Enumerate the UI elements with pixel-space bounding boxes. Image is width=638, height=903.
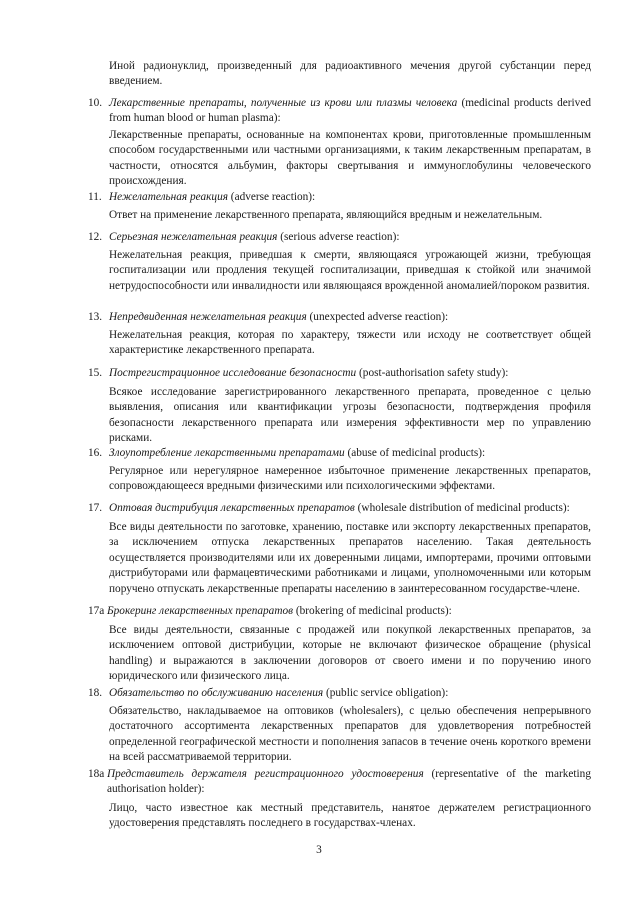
definition-heading-18 — [88, 686, 591, 701]
definition-body-12: Нежелательная реакция, приведшая к смерти, являющаяся угрожающей жизни, требующая госпитализации или продления текущей госпитализации, приведшая к стойкой или значимой нетрудоспособности или инвалидности или являющаяся врожденной аномалией/пороком развития. — [109, 249, 591, 292]
term-en: (serious adverse reaction): — [277, 231, 400, 243]
definition-heading-15 — [88, 366, 591, 381]
term-ru: Пострегистрационное исследование безопасности — [109, 367, 357, 379]
term-ru: Непредвиденная нежелательная реакция — [109, 311, 307, 323]
item-number: 10. — [88, 97, 103, 109]
term-ru: Нежелательная реакция — [109, 191, 228, 203]
item-number: 17. — [88, 502, 103, 514]
term-ru: Серьезная нежелательная реакция — [109, 231, 278, 243]
definition-body-13: Нежелательная реакция, которая по характеру, тяжести или исходу не соответствует общей характеристике лекарственного препарата. — [109, 329, 591, 357]
item-number: 12. — [88, 231, 103, 243]
definition-heading-17a — [88, 604, 591, 619]
term-en: (public service obligation): — [323, 687, 449, 699]
item-number: 16. — [88, 447, 103, 459]
page-number: 3 — [316, 844, 322, 856]
definition-body-15: Всякое исследование зарегистрированного лекарственного препарата, проведенное с целью выявления, описания или квантификации угрозы безопасности, подтверждения профиля безопасности лекарственного препарата или измерения эффективности мер по управлению рисками. — [109, 386, 591, 445]
definition-body-18a: Лицо, часто известное как местный представитель, нанятое держателем регистрационного удостоверения представлять последнего в государствах-членах. — [109, 802, 591, 830]
definition-heading-17 — [88, 501, 591, 516]
term-ru: Брокеринг лекарственных препаратов — [107, 605, 294, 617]
item-number: 13. — [88, 311, 103, 323]
intro-paragraph: Иной радионуклид, произведенный для радиоактивного мечения другой субстанции перед введением. — [109, 60, 591, 88]
term-en: (medicinal products derived from human blood or human plasma): — [109, 97, 591, 125]
item-number: 18a — [88, 768, 105, 780]
definition-heading-16 — [88, 446, 591, 461]
definition-body-17: Все виды деятельности по заготовке, хранению, поставке или экспорту лекарственных препаратов, за исключением отпуска лекарственных препаратов населению. Такая деятельность осуществляется производителями или их доверенными лицами, импортерами, прочими оптовыми дистрибуторами или фармацевтическими работниками и лицами, уполномоченными или которым поручено отпускать лекарственные препараты населению в заинтересованном государстве-члене. — [109, 521, 591, 595]
definition-heading-18a — [88, 767, 591, 798]
item-number: 15. — [88, 367, 103, 379]
item-number: 11. — [88, 191, 102, 203]
definition-heading-11 — [88, 190, 591, 205]
term-ru: Обязательство по обслуживанию населения — [109, 687, 324, 699]
term-ru: Лекарственные препараты, полученные из крови или плазмы человека — [109, 97, 458, 109]
definition-heading-13 — [88, 310, 591, 325]
term-en: (unexpected adverse reaction): — [306, 311, 449, 323]
definition-body-11: Ответ на применение лекарственного препарата, являющийся вредным и нежелательным. — [109, 209, 543, 221]
definition-body-17a: Все виды деятельности, связанные с продажей или покупкой лекарственных препаратов, за исключением оптовой дистрибуции, которые не включают физическое обращение (physical handling) и выражаются в заключении договоров от своего имени и по поручению иного юридического или физического лица. — [109, 624, 591, 683]
definition-heading-12 — [88, 230, 591, 245]
item-number: 17a — [88, 605, 105, 617]
term-ru: Представитель держателя регистрационного удостоверения — [107, 768, 424, 780]
definition-body-18: Обязательство, накладываемое на оптовиков (wholesalers), с целью обеспечения непрерывного достаточного ассортимента лекарственных препаратов для удовлетворения потребностей определенной географической местности и пополнения запасов в течение очень короткого времени на всей рассматриваемой территории. — [109, 705, 591, 764]
term-en: (post-authorisation safety study): — [356, 367, 509, 379]
definition-body-10: Лекарственные препараты, основанные на компонентах крови, приготовленные промышленным способом государственными или частными организациями, к таким лекарственным препаратам, в частности, относятся альбумин, факторы свертывания и иммуноглобулины человеческого происхождения. — [109, 129, 591, 188]
term-en: (brokering of medicinal products): — [293, 605, 452, 617]
term-en: (wholesale distribution of medicinal products): — [354, 502, 570, 514]
term-en: (abuse of medicinal products): — [344, 447, 486, 459]
term-en: (representative of the marketing authorisation holder): — [107, 768, 591, 796]
term-en: (adverse reaction): — [227, 191, 316, 203]
term-ru: Злоупотребление лекарственными препаратами — [109, 447, 345, 459]
definition-heading-10 — [88, 96, 591, 127]
definition-body-16: Регулярное или нерегулярное намеренное избыточное применение лекарственных препаратов, сопровождающееся вредными физическими или психологическими эффектами. — [109, 465, 591, 493]
item-number: 18. — [88, 687, 103, 699]
term-ru: Оптовая дистрибуция лекарственных препаратов — [109, 502, 355, 514]
